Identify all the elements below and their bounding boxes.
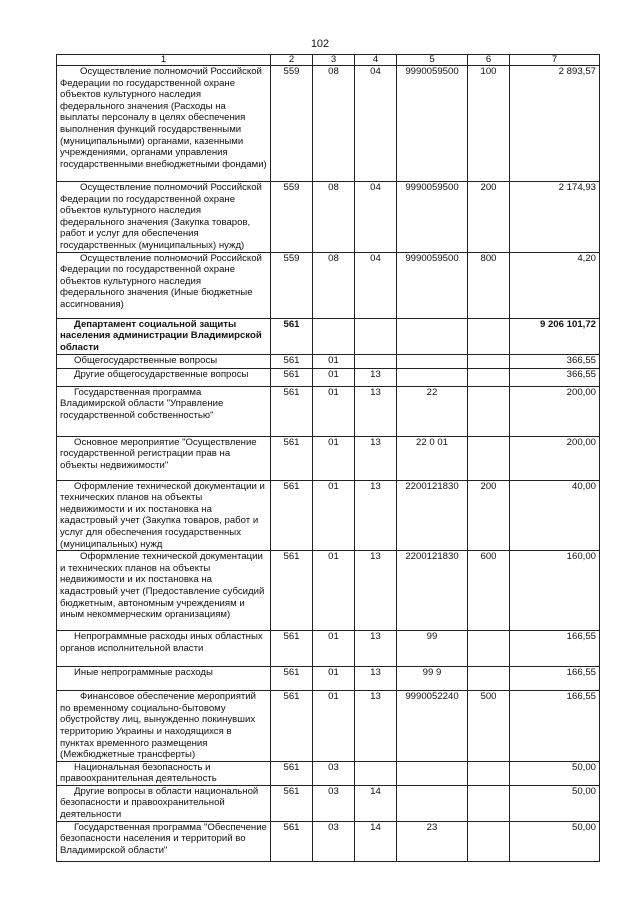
row-name-text: Государственная программа "Обеспечение безопасности населения и территорий во Владимирской области" bbox=[60, 821, 267, 856]
row-name-text: Государственная программа Владимирской области "Управление государственной собственностью" bbox=[60, 386, 224, 421]
row-section: 01 bbox=[313, 386, 355, 436]
row-section: 01 bbox=[313, 436, 355, 480]
row-subsection: 13 bbox=[355, 691, 397, 762]
table-row bbox=[57, 318, 600, 354]
row-code-admin: 561 bbox=[271, 821, 313, 861]
table-row bbox=[57, 821, 600, 861]
row-name bbox=[57, 761, 271, 785]
row-code-admin: 561 bbox=[271, 691, 313, 762]
row-code-admin: 561 bbox=[271, 436, 313, 480]
row-target-article: 22 bbox=[397, 386, 468, 436]
row-expense-type: 200 bbox=[468, 480, 510, 551]
table-row bbox=[57, 386, 600, 436]
row-target-article bbox=[397, 318, 468, 354]
table-row bbox=[57, 354, 600, 368]
row-target-article bbox=[397, 368, 468, 386]
row-section: 01 bbox=[313, 667, 355, 691]
row-name-text: Осуществление полномочий Российской Федерации по государственной охране объектов культурного наследия федерального значения (Расходы на выплаты персоналу в целях обеспечения выполнения функций государственными (муниципальными) органами, казенными учреждениями, органами управления государственными внебюджетными фондами) bbox=[60, 66, 267, 170]
table-row bbox=[57, 667, 600, 691]
row-target-article: 22 0 01 bbox=[397, 436, 468, 480]
row-section bbox=[313, 318, 355, 354]
row-subsection: 14 bbox=[355, 821, 397, 861]
row-target-article: 99 bbox=[397, 631, 468, 667]
row-name bbox=[57, 785, 271, 821]
row-subsection: 13 bbox=[355, 667, 397, 691]
row-subsection bbox=[355, 761, 397, 785]
row-section: 08 bbox=[313, 252, 355, 318]
row-target-article: 2200121830 bbox=[397, 480, 468, 551]
row-target-article: 99 9 bbox=[397, 667, 468, 691]
row-name-text: Иные непрограммные расходы bbox=[74, 667, 213, 679]
row-subsection: 14 bbox=[355, 785, 397, 821]
row-name-text: Оформление технической документации и технических планов на объекты недвижимости и их постановка на кадастровый учет (Предоставление субсидий бюджетным, автономным учреждениям и иным некоммерческим организациям) bbox=[60, 551, 265, 621]
table-row bbox=[57, 436, 600, 480]
row-amount: 2 893,57 bbox=[510, 66, 600, 182]
row-target-article: 23 bbox=[397, 821, 468, 861]
row-target-article: 2200121830 bbox=[397, 551, 468, 631]
table-row bbox=[57, 252, 600, 318]
row-expense-type bbox=[468, 667, 510, 691]
row-code-admin: 561 bbox=[271, 368, 313, 386]
row-code-admin: 561 bbox=[271, 667, 313, 691]
row-expense-type: 200 bbox=[468, 182, 510, 253]
row-expense-type bbox=[468, 785, 510, 821]
row-expense-type: 500 bbox=[468, 691, 510, 762]
row-name bbox=[57, 436, 271, 480]
row-name-text: Непрограммные расходы иных областных органов исполнительной власти bbox=[60, 631, 263, 654]
row-section: 01 bbox=[313, 354, 355, 368]
row-name bbox=[57, 368, 271, 386]
row-name-text: Общегосударственные вопросы bbox=[74, 354, 218, 366]
row-target-article: 9990059500 bbox=[397, 252, 468, 318]
row-code-admin: 561 bbox=[271, 480, 313, 551]
row-subsection: 13 bbox=[355, 386, 397, 436]
row-subsection: 04 bbox=[355, 182, 397, 253]
row-code-admin: 561 bbox=[271, 631, 313, 667]
row-name-text: Осуществление полномочий Российской Федерации по государственной охране объектов культурного наследия федерального значения (Закупка товаров, работ и услуг для обеспечения государственных (муниципальных) нужд) bbox=[60, 182, 262, 251]
row-name-text: Основное мероприятие "Осуществление государственной регистрации прав на объекты недвижимости" bbox=[60, 436, 257, 471]
row-name bbox=[57, 354, 271, 368]
row-name-text: Оформление технической документации и технических планов на объекты недвижимости и их постановка на кадастровый учет (Закупка товаров, работ и услуг для обеспечения государственных (муниципальных) нужд bbox=[60, 480, 265, 550]
row-expense-type bbox=[468, 354, 510, 368]
row-expense-type: 100 bbox=[468, 66, 510, 182]
row-code-admin: 561 bbox=[271, 785, 313, 821]
table-row bbox=[57, 631, 600, 667]
row-amount: 166,55 bbox=[510, 631, 600, 667]
table-row bbox=[57, 66, 600, 182]
row-subsection: 13 bbox=[355, 631, 397, 667]
table-row bbox=[57, 182, 600, 253]
row-name bbox=[57, 386, 271, 436]
table-body bbox=[57, 66, 600, 862]
header-col-7: 7 bbox=[510, 55, 600, 66]
row-expense-type bbox=[468, 386, 510, 436]
row-subsection: 13 bbox=[355, 368, 397, 386]
row-code-admin: 559 bbox=[271, 66, 313, 182]
header-col-6: 6 bbox=[468, 55, 510, 66]
row-subsection: 13 bbox=[355, 551, 397, 631]
row-expense-type: 800 bbox=[468, 252, 510, 318]
row-code-admin: 561 bbox=[271, 761, 313, 785]
row-subsection: 04 bbox=[355, 66, 397, 182]
row-section: 08 bbox=[313, 182, 355, 253]
header-row bbox=[57, 55, 600, 66]
row-section: 03 bbox=[313, 785, 355, 821]
row-amount: 2 174,93 bbox=[510, 182, 600, 253]
row-section: 08 bbox=[313, 66, 355, 182]
row-section: 03 bbox=[313, 761, 355, 785]
row-name-text: Департамент социальной защиты населения администрации Владимирской области bbox=[60, 318, 262, 353]
row-amount: 200,00 bbox=[510, 386, 600, 436]
table-row bbox=[57, 480, 600, 551]
row-target-article bbox=[397, 785, 468, 821]
page-number: 102 bbox=[310, 38, 330, 50]
row-subsection: 13 bbox=[355, 436, 397, 480]
row-amount: 50,00 bbox=[510, 761, 600, 785]
row-name-text: Другие общегосударственные вопросы bbox=[74, 368, 249, 380]
header-col-4: 4 bbox=[355, 55, 397, 66]
row-name-text: Другие вопросы в области национальной безопасности и правоохранительной деятельности bbox=[60, 785, 259, 821]
row-name bbox=[57, 480, 271, 551]
row-target-article bbox=[397, 761, 468, 785]
row-name bbox=[57, 182, 271, 253]
row-expense-type bbox=[468, 368, 510, 386]
row-code-admin: 561 bbox=[271, 318, 313, 354]
row-code-admin: 561 bbox=[271, 354, 313, 368]
row-expense-type: 600 bbox=[468, 551, 510, 631]
table-row bbox=[57, 761, 600, 785]
row-subsection: 13 bbox=[355, 480, 397, 551]
row-name-text: Финансовое обеспечение мероприятий по временному социально-бытовому обустройству лиц, вынужденно покинувших территорию Украины и находящихся в пунктах временного размещения (Межбюджетные трансферты) bbox=[60, 691, 257, 761]
row-amount: 50,00 bbox=[510, 785, 600, 821]
row-name bbox=[57, 821, 271, 861]
table-row bbox=[57, 691, 600, 762]
row-name bbox=[57, 667, 271, 691]
row-section: 01 bbox=[313, 368, 355, 386]
row-expense-type bbox=[468, 436, 510, 480]
header-col-2: 2 bbox=[271, 55, 313, 66]
row-subsection bbox=[355, 318, 397, 354]
row-amount: 366,55 bbox=[510, 368, 600, 386]
row-amount: 166,55 bbox=[510, 667, 600, 691]
table-row bbox=[57, 368, 600, 386]
row-amount: 50,00 bbox=[510, 821, 600, 861]
row-section: 01 bbox=[313, 551, 355, 631]
header-col-5: 5 bbox=[397, 55, 468, 66]
header-col-3: 3 bbox=[313, 55, 355, 66]
row-name bbox=[57, 252, 271, 318]
row-section: 01 bbox=[313, 691, 355, 762]
row-code-admin: 561 bbox=[271, 551, 313, 631]
table-row bbox=[57, 785, 600, 821]
row-name bbox=[57, 66, 271, 182]
row-target-article: 9990052240 bbox=[397, 691, 468, 762]
row-name bbox=[57, 691, 271, 762]
row-name bbox=[57, 318, 271, 354]
row-section: 01 bbox=[313, 631, 355, 667]
header-col-1: 1 bbox=[57, 55, 271, 66]
row-amount: 166,55 bbox=[510, 691, 600, 762]
row-name-text: Осуществление полномочий Российской Федерации по государственной охране объектов культурного наследия федерального значения (Иные бюджетные ассигнования) bbox=[60, 252, 262, 310]
row-amount: 160,00 bbox=[510, 551, 600, 631]
row-code-admin: 559 bbox=[271, 252, 313, 318]
row-target-article: 9990059500 bbox=[397, 182, 468, 253]
row-expense-type bbox=[468, 821, 510, 861]
row-code-admin: 561 bbox=[271, 386, 313, 436]
table-row bbox=[57, 551, 600, 631]
row-name bbox=[57, 551, 271, 631]
row-amount: 366,55 bbox=[510, 354, 600, 368]
row-subsection bbox=[355, 354, 397, 368]
row-amount: 40,00 bbox=[510, 480, 600, 551]
budget-table bbox=[56, 54, 600, 862]
row-expense-type bbox=[468, 631, 510, 667]
row-section: 03 bbox=[313, 821, 355, 861]
row-section: 01 bbox=[313, 480, 355, 551]
row-subsection: 04 bbox=[355, 252, 397, 318]
row-name bbox=[57, 631, 271, 667]
row-target-article: 9990059500 bbox=[397, 66, 468, 182]
row-code-admin: 559 bbox=[271, 182, 313, 253]
row-amount: 4,20 bbox=[510, 252, 600, 318]
row-name-text: Национальная безопасность и правоохранительная деятельность bbox=[60, 761, 217, 785]
row-expense-type bbox=[468, 761, 510, 785]
row-amount: 200,00 bbox=[510, 436, 600, 480]
row-target-article bbox=[397, 354, 468, 368]
row-expense-type bbox=[468, 318, 510, 354]
row-amount: 9 206 101,72 bbox=[510, 318, 600, 354]
